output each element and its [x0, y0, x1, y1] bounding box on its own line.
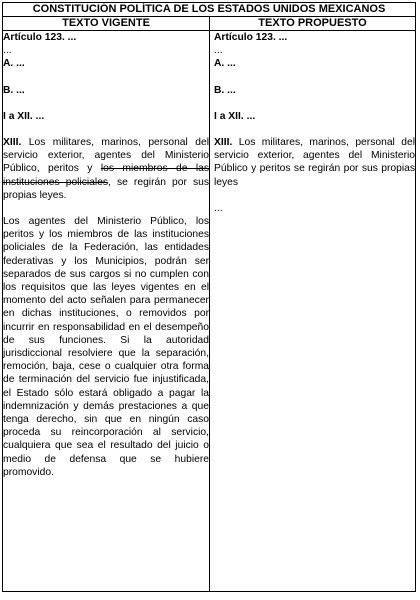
fraction-xiii-label: XIII.: [3, 137, 22, 149]
column-header-proposed-text: TEXTO PROPUESTO: [210, 17, 416, 31]
article-heading: Artículo 123. ...: [3, 32, 77, 43]
struck-text: los miembros de las instituciones policiales: [3, 163, 209, 188]
section-a: A. ...: [214, 58, 236, 70]
document-title: CONSTITUCIÓN POLÍTICA DE LOS ESTADOS UNIDOS MEXICANOS: [3, 3, 416, 17]
ellipsis-line: ...: [3, 45, 12, 57]
section-b: B. ...: [3, 84, 25, 96]
fractions-i-to-xii: I a XII. ...: [214, 110, 256, 122]
comparison-document: [2, 2, 415, 592]
ellipsis-line: ...: [214, 202, 223, 214]
ellipsis-line: ...: [214, 45, 223, 57]
fractions-i-to-xii: I a XII. ...: [3, 110, 45, 122]
fraction-xiii-proposed: XIII. Los militares, marinos, personal del servicio exterior, agentes del Ministerio Público y peritos se regirán por sus propias leyes: [214, 137, 416, 188]
fraction-xiii-label: XIII.: [214, 137, 233, 149]
comparison-table: [2, 2, 416, 592]
section-b: B. ...: [214, 84, 236, 96]
article-heading: Artículo 123. ...: [214, 32, 288, 43]
proposed-text-column: [210, 31, 416, 592]
section-a: A. ...: [3, 58, 25, 70]
current-text-column: [3, 31, 210, 592]
fraction-xiii-current: XIII. Los militares, marinos, personal del servicio exterior, agentes del Ministerio Público, peritos y los miembros de las instituciones policiales, se regirán por sus propias leyes.: [3, 137, 209, 201]
second-paragraph: Los agentes del Ministerio Público, los peritos y los miembros de las instituciones policiales de la Federación, las entidades federativas y los Municipios, podrán ser separados de sus cargos si no cumplen con los requisitos que las leyes vigentes en el momento del acto señalen para permanecer en dichas instituciones, o removidos por incurrir en responsabilidad en el desempeño de sus funciones. Si la autoridad jurisdiccional resolviere que la separación, remoción, baja, cese o cualquier otra forma de terminación del servicio fue injustificada, el Estado sólo estará obligado a pagar la indemnización y demás prestaciones a que tenga derecho, sin que en ningún caso proceda su reincorporación al servicio, cualquiera que sea el resultado del juicio o medio de defensa que se hubiere promovido.: [3, 216, 209, 478]
column-header-current-text: TEXTO VIGENTE: [3, 17, 210, 31]
